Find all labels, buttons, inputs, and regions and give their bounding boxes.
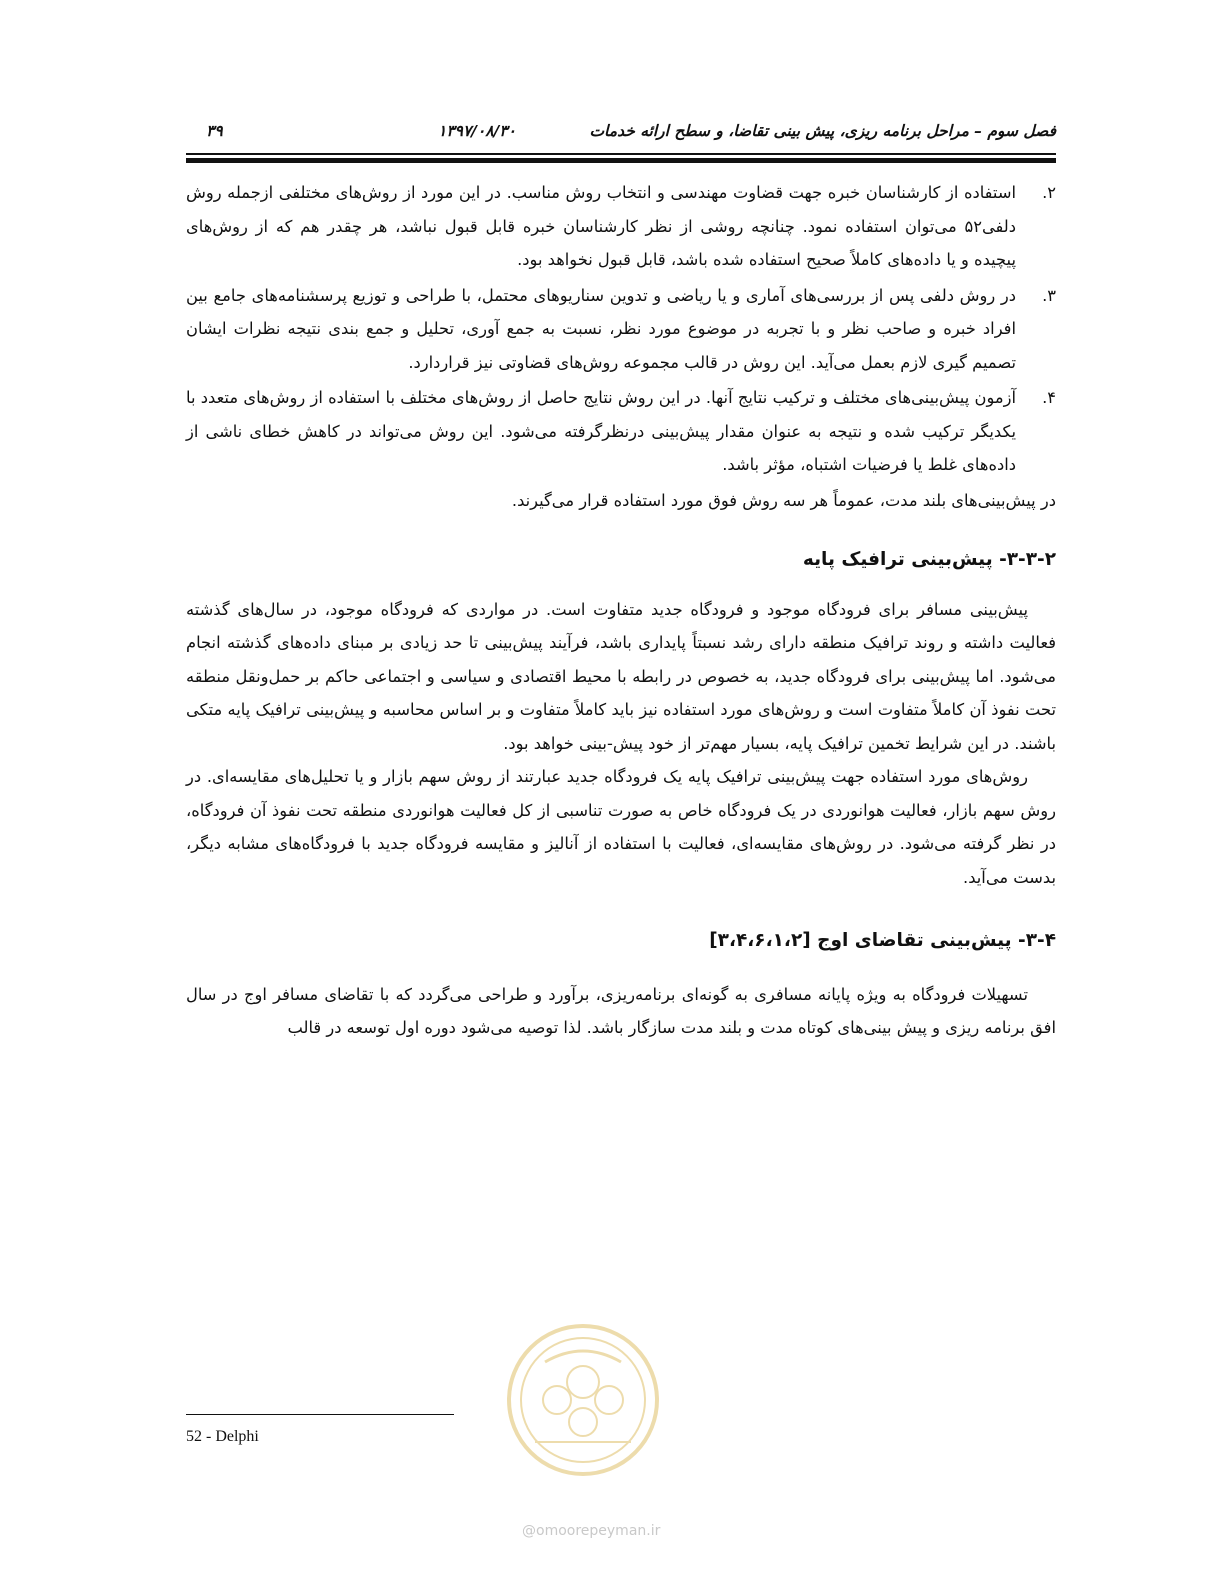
watermark-site: @omoorepeyman.ir — [522, 1523, 661, 1539]
list-item-text: در روش دلفی پس از بررسی‌های آماری و یا ریاضی و تدوین سناریوهای محتمل، با طراحی و توزیع پرسشنامه‌های جامع بین افراد خبره و صاحب نظر و با تجربه در موضوع مورد نظر، نسبت به جمع آوری، تحلیل و جمع بندی نتیجه نظرات ایشان تصمیم گیری لازم بعمل می‌آید. این روش در قالب مجموعه روش‌های قضاوتی نیز قراردارد. — [186, 285, 1016, 372]
summary-paragraph: در پیش‌بینی‌های بلند مدت، عموماً هر سه روش فوق مورد استفاده قرار می‌گیرند. — [511, 490, 1056, 510]
list-item-number: ۳. — [1042, 285, 1056, 305]
running-header — [186, 118, 1056, 150]
list-item — [186, 279, 1056, 380]
section-heading-3-3-2: ۳-۳-۲- پیش‌بینی ترافیک پایه — [802, 549, 1056, 570]
list-item-number: ۴. — [1042, 388, 1056, 407]
header-date: ۱۳۹۷/۰۸/۳۰ — [438, 122, 516, 140]
header-rule-thin — [186, 153, 1056, 155]
page-body — [186, 176, 1056, 1045]
list-item-number: ۲. — [1042, 183, 1056, 202]
body-paragraph: تسهیلات فرودگاه به ویژه پایانه مسافری به گونه‌ای برنامه‌ریزی، برآورد و طراحی می‌گردد که با تقاضای مسافر اوج در سال افق برنامه ریزی و پیش بینی‌های کوتاه مدت و بلند مدت سازگار باشد. لذا توصیه می‌شود دوره اول توسعه در قالب — [186, 984, 1056, 1037]
body-paragraph: پیش‌بینی مسافر برای فرودگاه موجود و فرودگاه جدید متفاوت است. در مواردی که فرودگاه موجود، در سال‌های گذشته فعالیت داشته و روند ترافیک منطقه دارای رشد نسبتاً پایداری باشد، فرآیند پیش‌بینی تا حد زیادی بر مبنای داده‌های گذشته انجام می‌شود. اما پیش‌بینی برای فرودگاه جدید، به خصوص در رابطه با محیط اقتصادی و سیاسی و اجتماعی حاکم بر حمل‌ونقل منطقه تحت نفوذ آن کاملاً متفاوت است و روش‌های مورد استفاده نیز باید کاملاً متفاوت و بر اساس محاسبه و پیش‌بینی ترافیک پایه متکی باشند. در این شرایط تخمین ترافیک پایه، بسیار مهم‌تر از خود پیش-بینی خواهد بود. — [186, 599, 1056, 753]
footnote-rule — [186, 1414, 454, 1415]
chapter-title: فصل سوم – مراحل برنامه ریزی، پیش بینی تقاضا، و سطح ارائه خدمات — [589, 122, 1056, 140]
list-item-text: آزمون پیش‌بینی‌های مختلف و ترکیب نتایج آنها. در این روش نتایج حاصل از روش‌های مختلف با استفاده از روش‌های متعدد با یکدیگر ترکیب شده و نتیجه به عنوان مقدار پیش‌بینی درنظرگرفته می‌شود. این روش می‌تواند در کاهش خطای ناشی از داده‌های غلط یا فرضیات اشتباه، مؤثر باشد. — [186, 388, 1016, 474]
watermark-seal-icon — [505, 1322, 661, 1478]
header-rule-thick — [186, 158, 1056, 163]
page-number: ۳۹ — [206, 122, 223, 140]
body-paragraph: روش‌های مورد استفاده جهت پیش‌بینی ترافیک پایه یک فرودگاه جدید عبارتند از روش سهم بازار و یا تحلیل‌های مقایسه‌ای. در روش سهم بازار، فعالیت هوانوردی در یک فرودگاه خاص به صورت تناسبی از کل فعالیت هوانوردی منطقه تحت نفوذ آن فرودگاه، در نظر گرفته می‌شود. در روش‌های مقایسه‌ای، فعالیت با استفاده از آنالیز و مقایسه فرودگاه جدید با فرودگاه‌های مشابه دیگر، بدست می‌آید. — [186, 767, 1056, 887]
section-heading-3-4: ۳-۴- پیش‌بینی تقاضای اوج [۳،۴،۶،۱،۲] — [709, 930, 1056, 951]
list-item — [186, 381, 1056, 482]
list-item-text: استفاده از کارشناسان خبره جهت قضاوت مهندسی و انتخاب روش مناسب. در این مورد از روش‌های مختلفی ازجمله روش دلفی۵۲ می‌توان استفاده نمود. چنانچه روشی از نظر کارشناسان خبره قابل قبول نباشد، هر چقدر هم که از روش‌های پیچیده و یا داده‌های کاملاً صحیح استفاده شده باشد، قابل قبول نخواهد بود. — [186, 183, 1016, 269]
list-item — [186, 176, 1056, 277]
footnote: 52 - Delphi — [186, 1428, 259, 1445]
